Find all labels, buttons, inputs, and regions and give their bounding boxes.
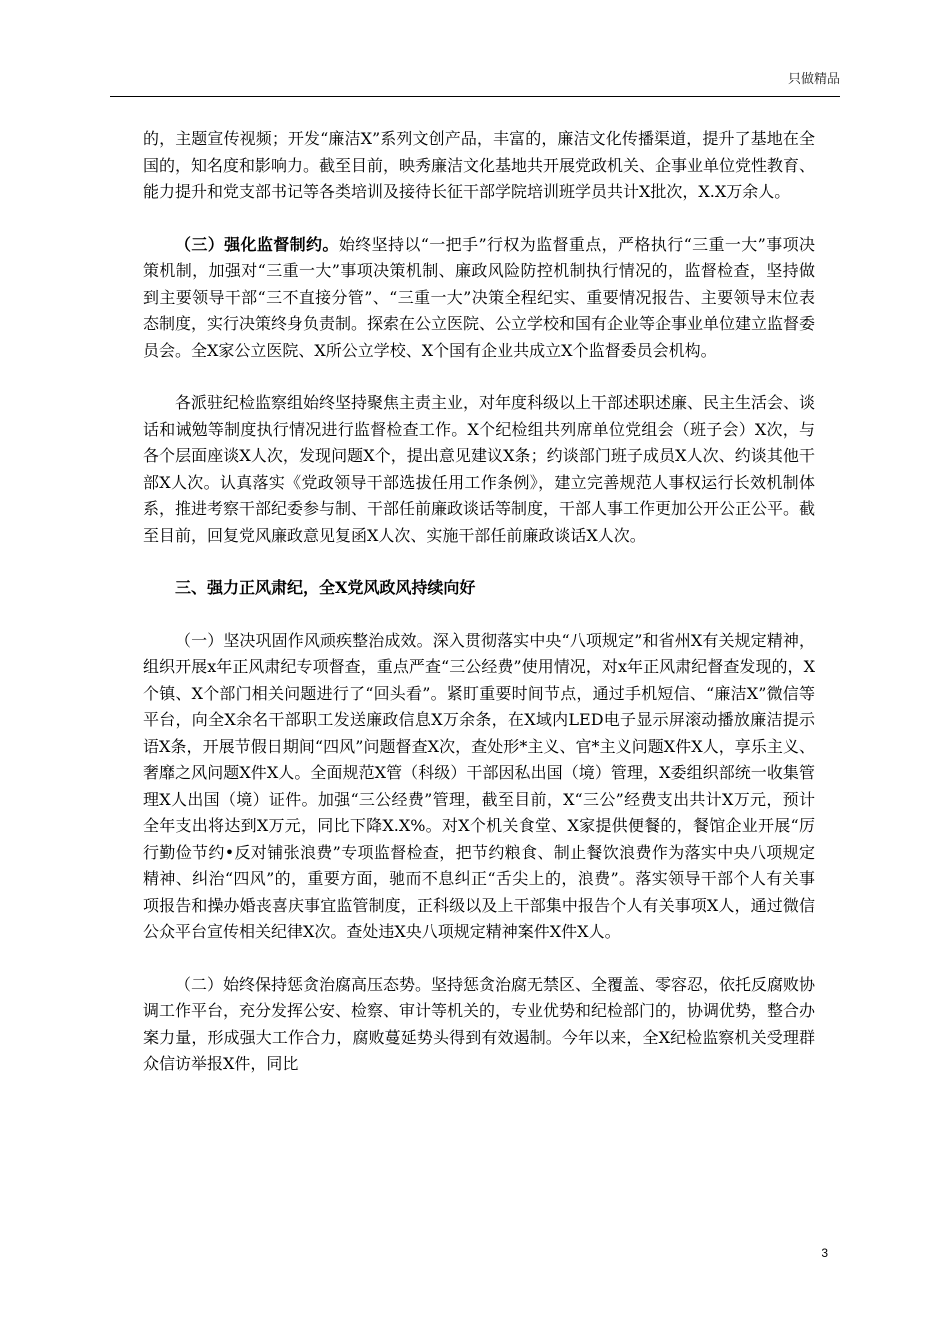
section-heading: 三、强力正风肃纪，全X党风政风持续向好 — [175, 578, 476, 597]
header-divider — [110, 96, 840, 97]
page-number: 3 — [821, 1246, 828, 1260]
document-body — [143, 126, 815, 1078]
paragraph-inspection-groups: 各派驻纪检监察组始终坚持聚焦主责主业，对年度科级以上干部述职述廉、民主生活会、谈话和诫勉等制度执行情况进行监督检查工作。X个纪检组共列席单位党组会（班子会）X次，与各个层面座谈X人次，发现问题X个，提出意见建议X条；约谈部门班子成员X人次、约谈其他干部X人次。认真落实《党政领导干部选拔任用工作条例》，建立完善规范人事权运行长效机制体系，推进考察干部纪委参与制、干部任前廉政谈话等制度，干部人事工作更加公开公正公平。截至目前，回复党风廉政意见复函X人次、实施干部任前廉政谈话X人次。 — [143, 393, 816, 545]
header-note: 只做精品 — [787, 71, 840, 86]
paragraph-anti-corruption: （二）始终保持惩贪治腐高压态势。坚持惩贪治腐无禁区、全覆盖、零容忍，依托反腐败协调工作平台，充分发挥公安、检察、审计等机关的，专业优势和纪检部门的，协调优势，整合办案力量，形成强大工作合力，腐败蔓延势头得到有效遏制。今年以来，全X纪检监察机关受理群众信访举报X件，同比 — [143, 974, 816, 1073]
paragraph-supervision — [143, 232, 815, 365]
paragraph-continuation: 的，主题宣传视频；开发“廉洁X”系列文创产品，丰富的，廉洁文化传播渠道，提升了基地在全国的，知名度和影响力。截至目前，映秀廉洁文化基地共开展党政机关、企事业单位党性教育、能力提升和党支部书记等各类培训及接待长征干部学院培训班学员共计X批次，X.X万余人。 — [143, 129, 816, 201]
paragraph-work-style: （一）坚决巩固作风顽疾整治成效。深入贯彻落实中央“八项规定”和省州X有关规定精神，组织开展x年正风肃纪专项督查，重点严查“三公经费”使用情况，对x年正风肃纪督查发现的，X个镇、X个部门相关问题进行了“回头看”。紧盯重要时间节点，通过手机短信、“廉洁X”微信等平台，向全X余名干部职工发送廉政信息X万余条，在X域内LED电子显示屏滚动播放廉洁提示语X条，开展节假日期间“四风”问题督查X次，查处形*主义、官*主义问题X件X人，享乐主义、奢靡之风问题X件X人。全面规范X管（科级）干部因私出国（境）管理，X委组织部统一收集管理X人出国（境）证件。加强“三公经费”管理，截至目前，X“三公”经费支出共计X万元，预计全年支出将达到X万元，同比下降X.X%。对X个机关食堂、X家提供便餐的，餐馆企业开展“厉行勤俭节约•反对铺张浪费”专项监督检查，把节约粮食、制止餐饮浪费作为落实中央八项规定精神、纠治“四风”的，重要方面，驰而不息纠正“舌尖上的，浪费”。落实领导干部个人有关事项报告和操办婚丧喜庆事宜监管制度，正科级以及上干部集中报告个人有关事项X人，通过微信公众平台宣传相关纪律X次。查处违X央八项规定精神案件X件X人。 — [143, 630, 815, 941]
paragraph-supervision-body: 始终坚持以“一把手”行权为监督重点，严格执行“三重一大”事项决策机制，加强对“三重一大”事项决策机制、廉政风险防控机制执行情况的，监督检查，坚持做到主要领导干部“三不直接分管”、“三重一大”决策全程纪实、重要情况报告、主要领导末位表态制度，实行决策终身负责制。探索在公立医院、公立学校和国有企业等企事业单位建立监督委员会。全X家公立医院、X所公立学校、X个国有企业共成立X个监督委员会机构。 — [143, 234, 816, 360]
paragraph-lead-heading: （三）强化监督制约。 — [175, 234, 339, 254]
